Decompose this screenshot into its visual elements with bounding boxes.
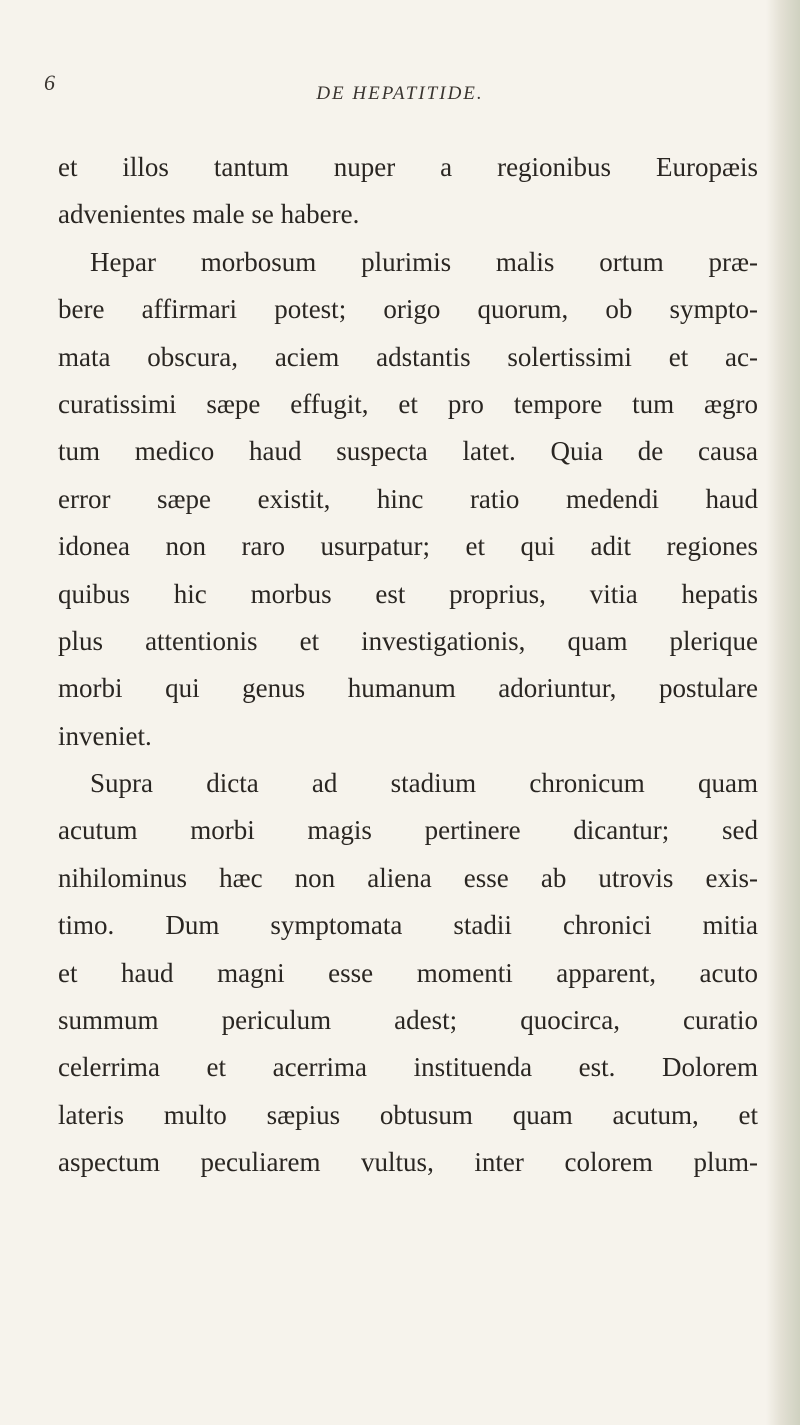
page-edge-shadow	[766, 0, 800, 1425]
text-line: bere affirmari potest; origo quorum, ob sympto-	[58, 294, 758, 325]
text-line: aspectum peculiarem vultus, inter colorem plum-	[58, 1147, 758, 1178]
text-line: tum medico haud suspecta latet. Quia de causa	[58, 436, 758, 467]
text-line: Supra dicta ad stadium chronicum quam	[90, 768, 758, 799]
text-line: idonea non raro usurpatur; et qui adit regiones	[58, 531, 758, 562]
text-line: timo. Dum symptomata stadii chronici mitia	[58, 910, 758, 941]
text-line: et haud magni esse momenti apparent, acuto	[58, 957, 758, 988]
text-line: nihilominus hæc non aliena esse ab utrovis exis-	[58, 862, 758, 893]
text-line: quibus hic morbus est proprius, vitia hepatis	[58, 578, 758, 609]
text-line: curatissimi sæpe effugit, et pro tempore tum ægro	[58, 388, 758, 419]
text-line: mata obscura, aciem adstantis solertissimi et ac-	[58, 341, 758, 372]
text-line: advenientes male se habere.	[58, 199, 360, 230]
text-line: et illos tantum nuper a regionibus Europæis	[58, 152, 758, 182]
text-line: plus attentionis et investigationis, quam plerique	[58, 625, 758, 656]
text-line: celerrima et acerrima instituenda est. Dolorem	[58, 1052, 758, 1083]
text-line: Hepar morbosum plurimis malis ortum præ-	[90, 246, 758, 277]
text-line: error sæpe existit, hinc ratio medendi haud	[58, 483, 758, 514]
text-line: acutum morbi magis pertinere dicantur; sed	[58, 815, 758, 846]
text-line: summum periculum adest; quocirca, curatio	[58, 1005, 758, 1036]
body-text	[58, 144, 758, 1187]
text-line: inveniet.	[58, 720, 152, 751]
running-head: DE HEPATITIDE.	[316, 83, 484, 104]
text-line: morbi qui genus humanum adoriuntur, postulare	[58, 673, 758, 704]
page-number: 6	[44, 70, 55, 95]
text-line: lateris multo sæpius obtusum quam acutum, et	[58, 1099, 758, 1130]
